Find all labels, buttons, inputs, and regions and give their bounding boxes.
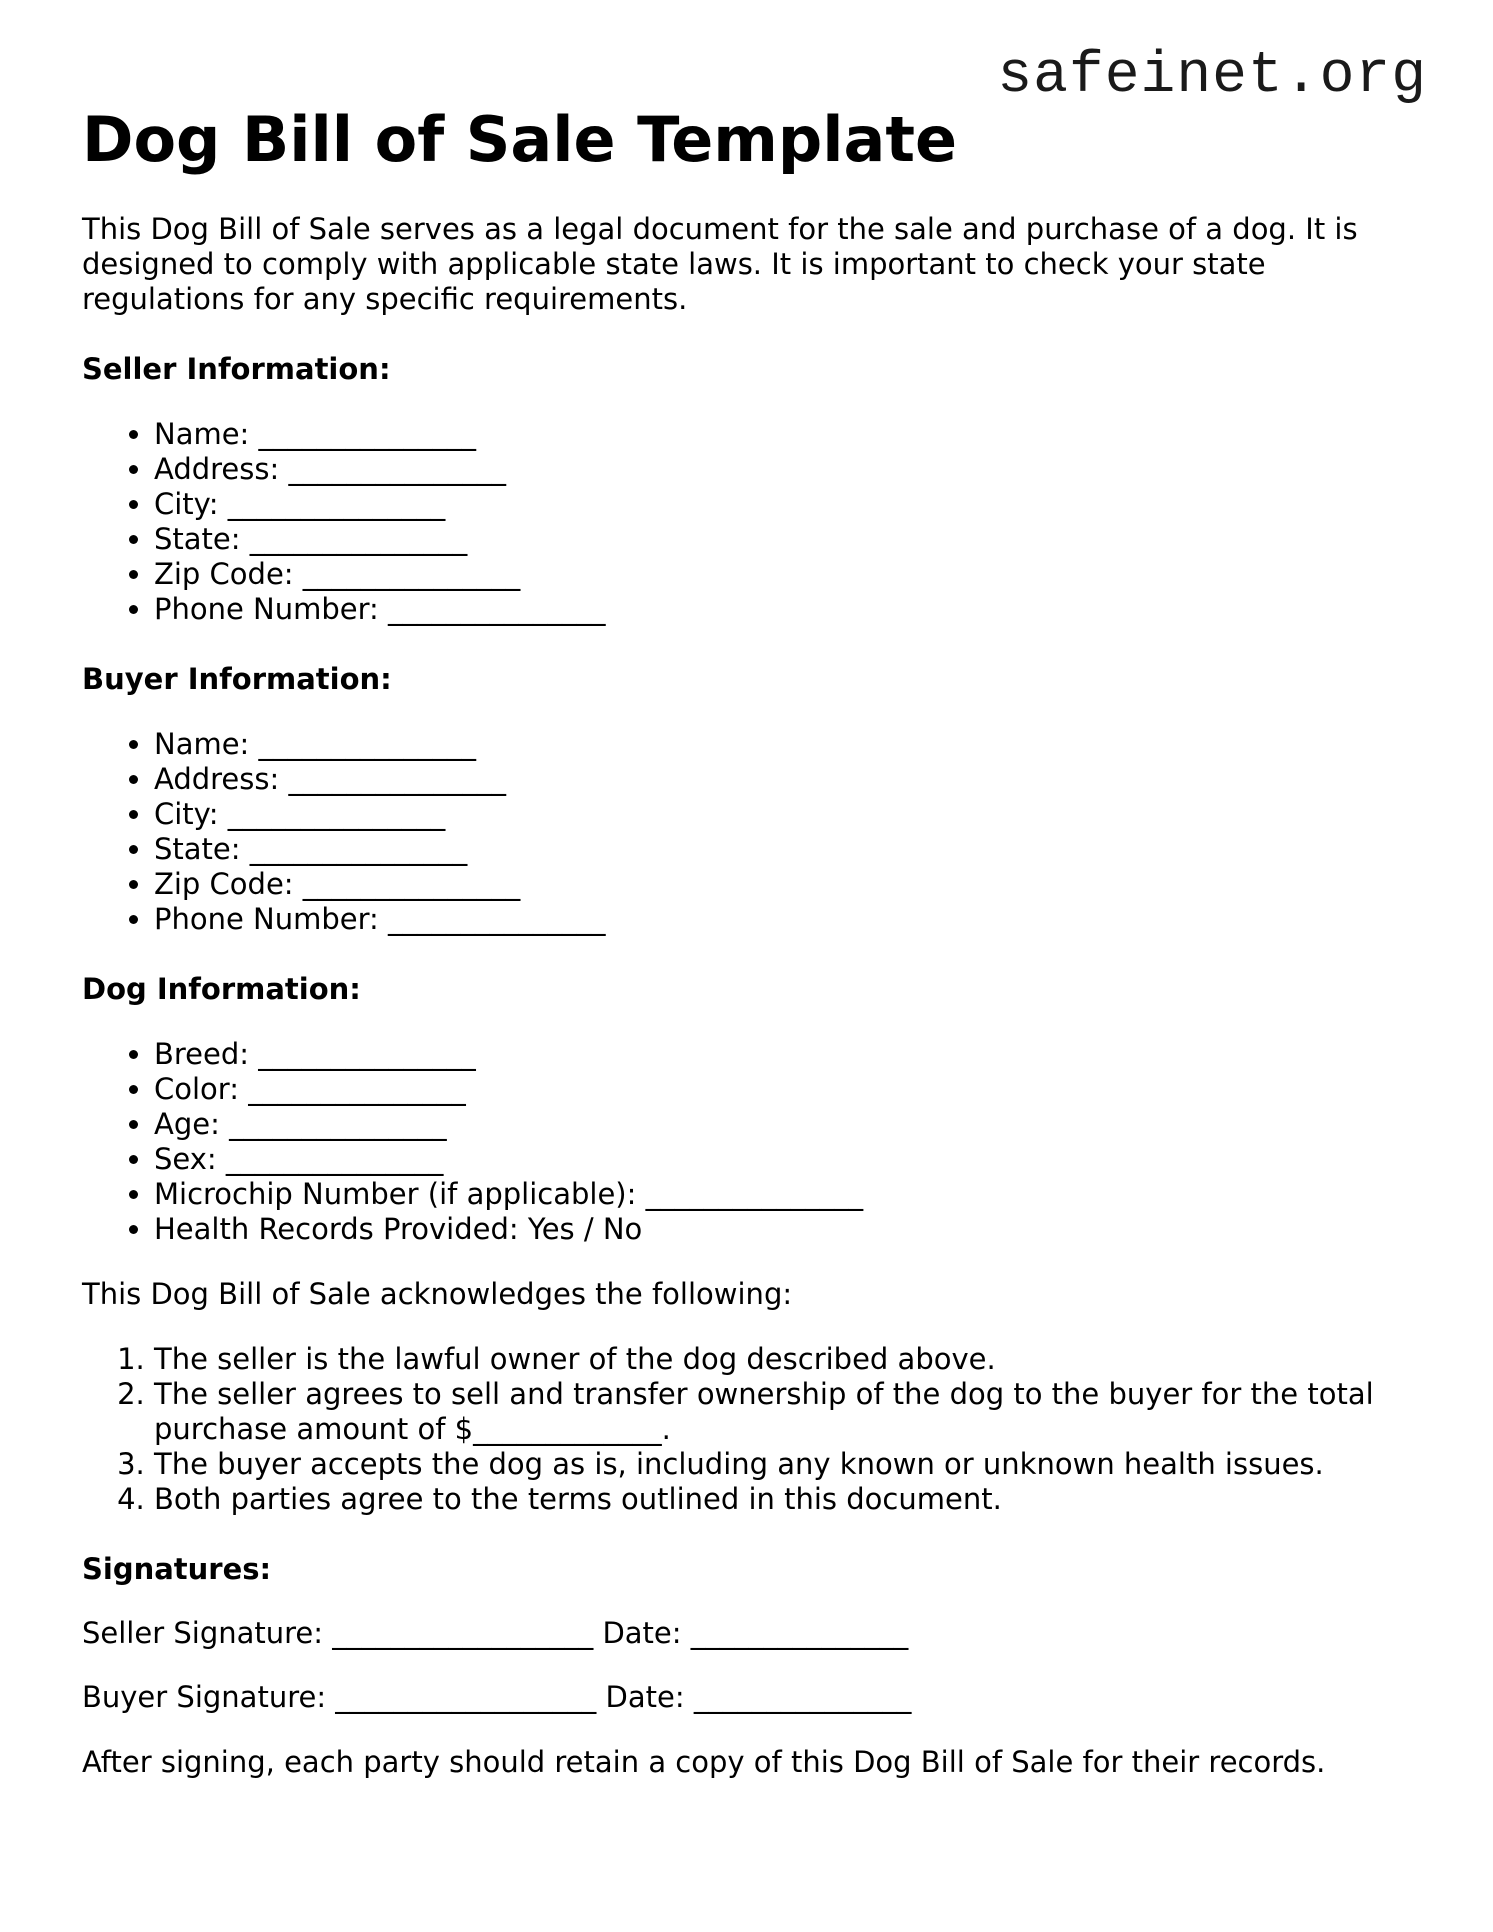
dog-age-item: • Age: _______________ [154,1107,1412,1142]
acknowledgement-item: 3. The buyer accepts the dog as is, including any known or unknown health issues. [154,1447,1412,1482]
buyer-signature-line: Buyer Signature: __________________ Date: _______________ [82,1680,912,1714]
seller-state-item: • State: _______________ [154,522,1412,557]
watermark: safeinet.org [997,44,1427,109]
buyer-heading: Buyer Information: [82,662,392,696]
buyer-zip-item: • Zip Code: _______________ [154,867,1412,902]
dog-health-records-item: • Health Records Provided: Yes / No [154,1212,1412,1247]
dog-list [82,1037,1412,1247]
intro-paragraph: This Dog Bill of Sale serves as a legal document for the sale and purchase of a dog. It is designed to comply with applicable state laws. It is important to check your state regulations for any specific requirements. [82,212,1358,316]
buyer-list [82,727,1412,937]
acknowledgement-list [82,1342,1412,1517]
page-title: Dog Bill of Sale Template [82,103,958,176]
buyer-state-item: • State: _______________ [154,832,1412,867]
dog-heading: Dog Information: [82,972,361,1006]
buyer-name-item: • Name: _______________ [154,727,1412,762]
buyer-address-item: • Address: _______________ [154,762,1412,797]
seller-address-item: • Address: _______________ [154,452,1412,487]
seller-list [82,417,1412,627]
seller-phone-item: • Phone Number: _______________ [154,592,1412,627]
buyer-city-item: • City: _______________ [154,797,1412,832]
seller-name-item: • Name: _______________ [154,417,1412,452]
acknowledgement-item: 1. The seller is the lawful owner of the dog described above. [154,1342,1412,1377]
seller-heading: Seller Information: [82,352,391,386]
seller-zip-item: • Zip Code: _______________ [154,557,1412,592]
dog-color-item: • Color: _______________ [154,1072,1412,1107]
dog-breed-item: • Breed: _______________ [154,1037,1412,1072]
acknowledgement-item: 2. The seller agrees to sell and transfer ownership of the dog to the buyer for the total purchase amount of $_____________. [154,1377,1412,1447]
seller-signature-line: Seller Signature: __________________ Date: _______________ [82,1616,909,1650]
dog-sex-item: • Sex: _______________ [154,1142,1412,1177]
buyer-phone-item: • Phone Number: _______________ [154,902,1412,937]
closing-paragraph: After signing, each party should retain a copy of this Dog Bill of Sale for their records. [82,1745,1326,1779]
acknowledgement-item: 4. Both parties agree to the terms outlined in this document. [154,1482,1412,1517]
dog-microchip-item: • Microchip Number (if applicable): _______________ [154,1177,1412,1212]
document-page [82,100,1412,1780]
acknowledge-intro: This Dog Bill of Sale acknowledges the following: [82,1277,793,1311]
seller-city-item: • City: _______________ [154,487,1412,522]
signatures-heading: Signatures: [82,1552,272,1586]
